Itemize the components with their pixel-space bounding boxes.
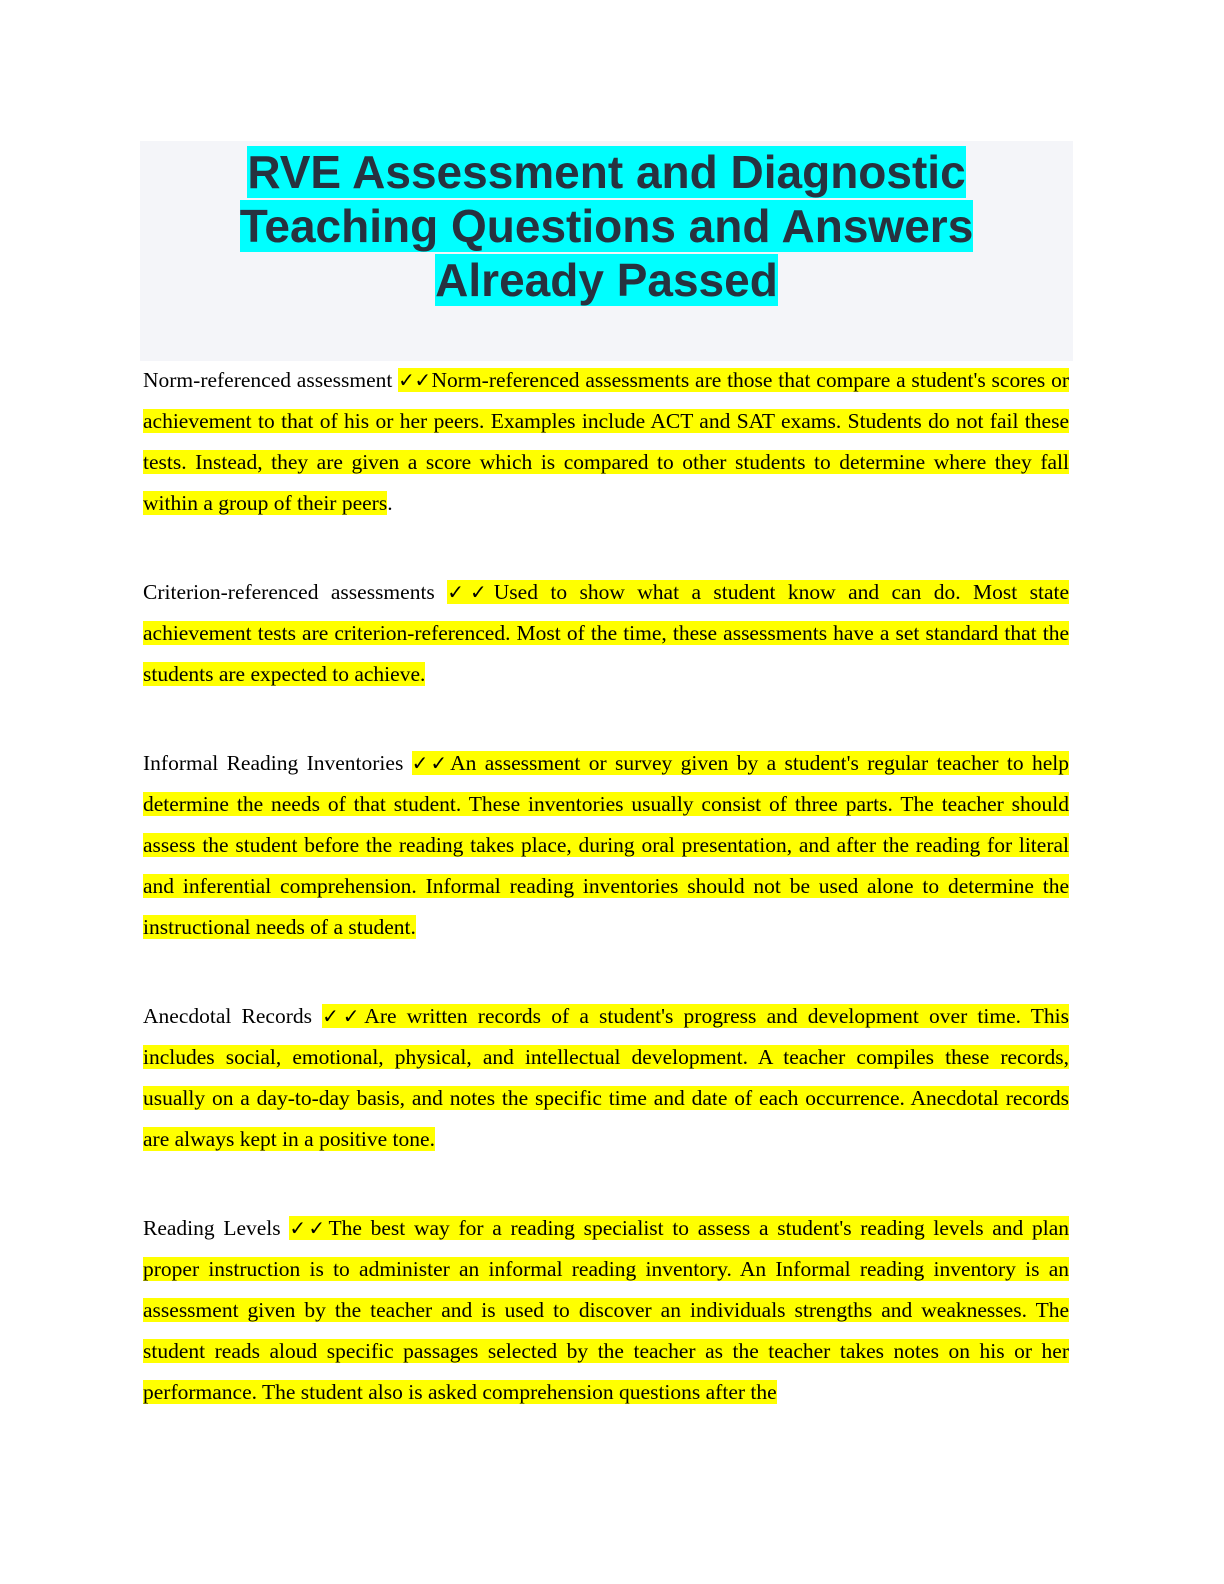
entry-term: Informal Reading Inventories bbox=[143, 751, 404, 775]
double-check-icon: ✓✓ bbox=[447, 580, 493, 604]
double-check-icon: ✓✓ bbox=[398, 368, 431, 392]
double-check-icon: ✓✓ bbox=[322, 1004, 364, 1028]
entry-answer-highlight bbox=[143, 1216, 1069, 1404]
title-line-3: Already Passed bbox=[435, 254, 778, 306]
entry-answer: Are written records of a student's progress and development over time. This includes social, emotional, physical, and intellectual development. A teacher compiles these records, usually on a day-to-day basis, and notes the specific time and date of each occurrence. Anecdotal records are always kept in a positive tone. bbox=[143, 1004, 1070, 1151]
entry-answer: The best way for a reading specialist to assess a student's reading levels and plan proper instruction is to administer an informal reading inventory. An Informal reading inventory is an assessment given by the teacher and is used to discover an individuals strengths and weaknesses. The student reads aloud specific passages selected by the teacher as the teacher takes notes on his or her performance. The student also is asked comprehension questions after the bbox=[143, 1216, 1070, 1404]
qa-entry bbox=[143, 572, 1069, 695]
title-block bbox=[140, 141, 1073, 361]
entry-term: Anecdotal Records bbox=[143, 1004, 312, 1028]
document-title bbox=[140, 141, 1073, 307]
qa-entry bbox=[143, 360, 1069, 524]
title-line-1: RVE Assessment and Diagnostic bbox=[247, 146, 966, 198]
qa-list bbox=[143, 360, 1069, 1461]
entry-tail: . bbox=[387, 491, 393, 515]
qa-entry bbox=[143, 1208, 1069, 1413]
entry-term: Reading Levels bbox=[143, 1216, 281, 1240]
double-check-icon: ✓✓ bbox=[289, 1216, 328, 1240]
title-line-2: Teaching Questions and Answers bbox=[239, 200, 974, 252]
entry-term: Criterion-referenced assessments bbox=[143, 580, 435, 604]
double-check-icon: ✓✓ bbox=[411, 751, 450, 775]
entry-term: Norm-referenced assessment bbox=[143, 368, 393, 392]
entry-answer-highlight bbox=[143, 751, 1069, 939]
qa-entry bbox=[143, 996, 1069, 1160]
entry-answer: Norm-referenced assessments are those that compare a student's scores or achievement to that of his or her peers. Examples include ACT and SAT exams. Students do not fail these tests. Instead, they are given a score which is compared to other students to determine where they fall within a group of their peers bbox=[143, 368, 1069, 515]
entry-answer: Used to show what a student know and can do. Most state achievement tests are criterion-referenced. Most of the time, these assessments have a set standard that the students are expected to achieve. bbox=[143, 580, 1070, 686]
qa-entry bbox=[143, 743, 1069, 948]
entry-answer: An assessment or survey given by a student's regular teacher to help determine the needs of that student. These inventories usually consist of three parts. The teacher should assess the student before the reading takes place, during oral presentation, and after the reading for literal and inferential comprehension. Informal reading inventories should not be used alone to determine the instructional needs of a student. bbox=[143, 751, 1069, 939]
